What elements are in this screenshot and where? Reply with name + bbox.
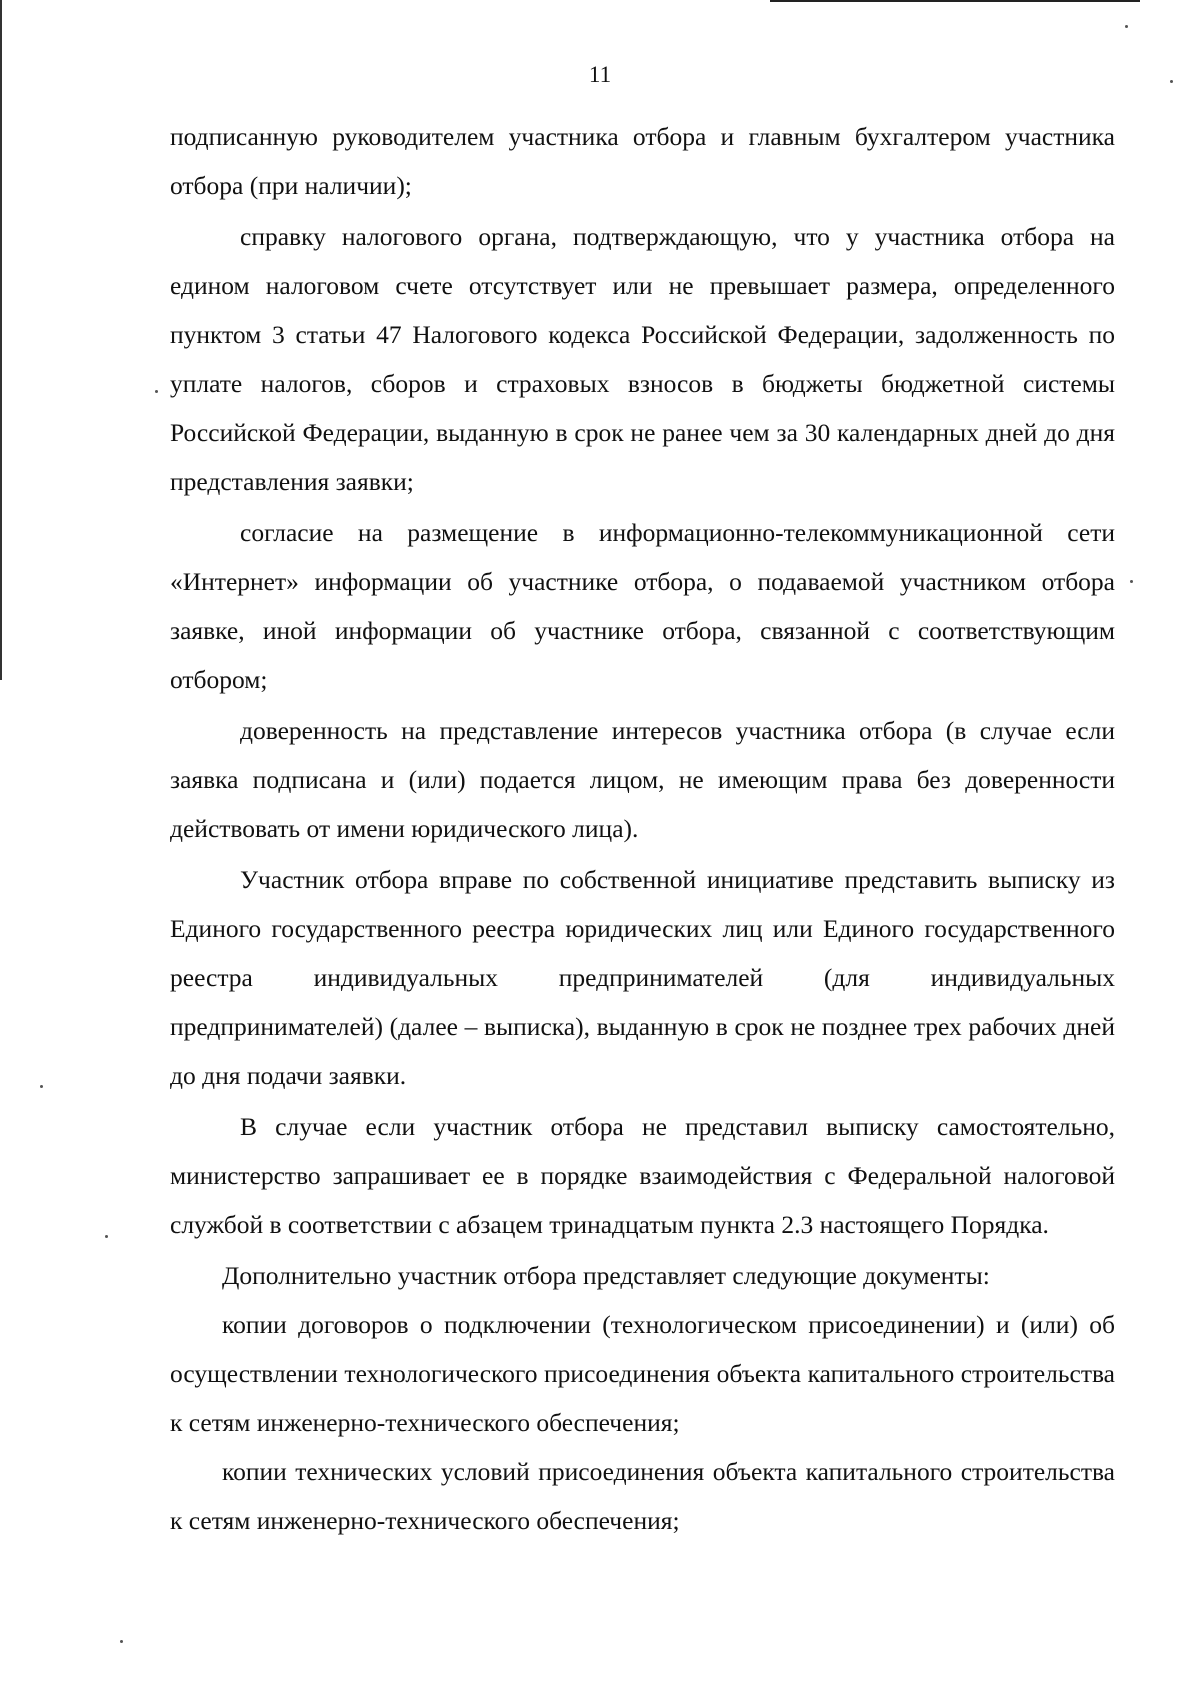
paragraph-connection-contracts: копии договоров о подключении (технологическом присоединении) и (или) об осуществлении технологического присоединения объекта капитального строительства к сетям инженерно-технического обеспечения; (170, 1310, 1115, 1437)
page-number: 11 (588, 62, 612, 87)
scan-edge-top (770, 0, 1140, 2)
scan-speck (155, 390, 158, 393)
paragraph-internet-consent: согласие на размещение в информационно-телекоммуникационной сети «Интернет» информации об участнике отбора, о подаваемой участником отбора заявке, иной информации об участнике отбора, связанной с соответствующим отбором; (170, 518, 1115, 694)
paragraph-registry-extract: Участник отбора вправе по собственной инициативе представить выписку из Единого государственного реестра юридических лиц или Единого государственного реестра индивидуальных предпринимателей (для индивидуальных предпринимателей) (далее – выписка), выданную в срок не позднее трех рабочих дней до дня подачи заявки. (170, 865, 1115, 1090)
paragraph-technical-conditions: копии технических условий присоединения объекта капитального строительства к сетям инженерно-технического обеспечения; (170, 1457, 1115, 1535)
scan-speck (120, 1640, 123, 1643)
paragraph-additional-docs: Дополнительно участник отбора представляет следующие документы: (222, 1261, 990, 1290)
scan-speck (40, 1085, 43, 1088)
paragraph-continuation: подписанную руководителем участника отбора и главным бухгалтером участника отбора (при наличии); (170, 122, 1115, 200)
paragraph-tax-certificate: справку налогового органа, подтверждающую, что у участника отбора на едином налоговом счете отсутствует или не превышает размера, определенного пунктом 3 статьи 47 Налогового кодекса Российской Федерации, задолженность по уплате налогов, сборов и страховых взносов в бюджеты бюджетной системы Российской Федерации, выданную в срок не ранее чем за 30 календарных дней до дня представления заявки; (170, 222, 1115, 496)
scan-edge-left (0, 0, 2, 680)
document-body (170, 112, 1115, 1545)
paragraph-ministry-request: В случае если участник отбора не представил выписку самостоятельно, министерство запрашивает ее в порядке взаимодействия с Федеральной налоговой службой в соответствии с абзацем тринадцатым пункта 2.3 настоящего Порядка. (170, 1112, 1115, 1239)
scan-speck (1125, 25, 1128, 28)
paragraph-power-of-attorney: доверенность на представление интересов участника отбора (в случае если заявка подписана и (или) подается лицом, не имеющим права без доверенности действовать от имени юридического лица). (170, 716, 1115, 843)
scan-speck (105, 1235, 108, 1238)
scan-speck (1170, 80, 1173, 83)
scan-speck (1130, 580, 1133, 583)
